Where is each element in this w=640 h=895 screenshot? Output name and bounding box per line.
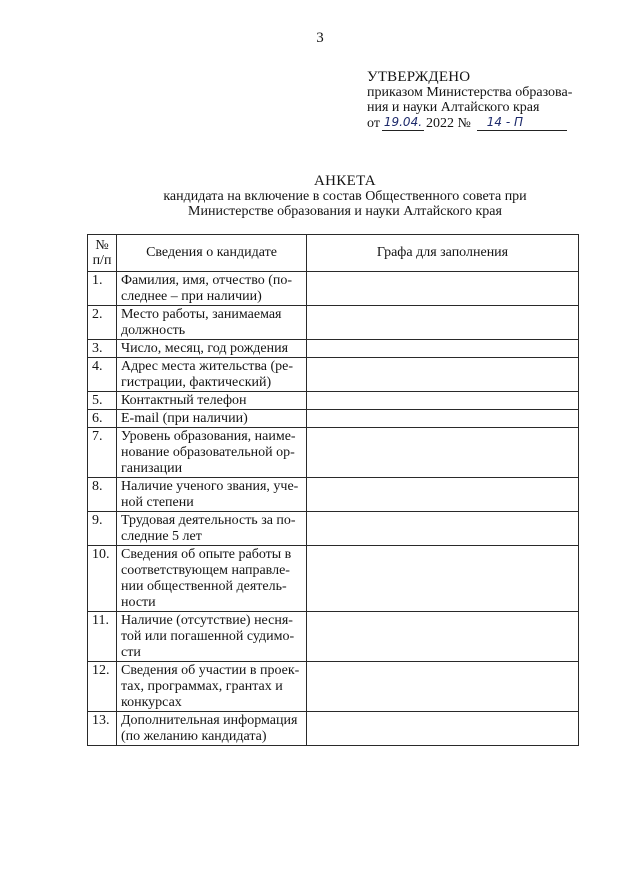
table-row (88, 428, 579, 478)
row-number: 8. (88, 478, 117, 512)
row-label: Сведения об участии в проек- тах, программах, грантах и конкурсах (117, 662, 307, 712)
table-header-row (88, 235, 579, 272)
table-row (88, 546, 579, 612)
row-fill-cell[interactable] (307, 512, 579, 546)
row-fill-cell[interactable] (307, 662, 579, 712)
table-row (88, 612, 579, 662)
table-row (88, 340, 579, 358)
row-label: Сведения об опыте работы в соответствующем направле- нии общественной деятель- ности (117, 546, 307, 612)
row-fill-cell[interactable] (307, 392, 579, 410)
approval-heading: УТВЕРЖДЕНО (367, 69, 471, 85)
document-subtitle-line-1: кандидата на включение в состав Общественного совета при (163, 189, 527, 204)
row-label: Уровень образования, наиме- нование образовательной ор- ганизации (117, 428, 307, 478)
handwritten-date: 19.04. (383, 115, 423, 129)
table-row (88, 272, 579, 306)
table-body (88, 272, 579, 746)
table-row (88, 712, 579, 746)
row-label: Контактный телефон (117, 392, 307, 410)
table-row (88, 410, 579, 428)
table-row (88, 478, 579, 512)
table-row (88, 306, 579, 340)
header-number-label: п/п (92, 253, 112, 268)
date-prefix: от (367, 116, 380, 131)
row-fill-cell[interactable] (307, 612, 579, 662)
row-number: 7. (88, 428, 117, 478)
row-number: 13. (88, 712, 117, 746)
row-label: Наличие ученого звания, уче- ной степени (117, 478, 307, 512)
table-row (88, 358, 579, 392)
row-number: 9. (88, 512, 117, 546)
row-number: 6. (88, 410, 117, 428)
document-subtitle-line-2: Министерстве образования и науки Алтайского края (188, 204, 502, 219)
approval-line-1: приказом Министерства образова- (367, 85, 573, 100)
approval-line-2: ния и науки Алтайского края (367, 100, 540, 115)
row-number: 5. (88, 392, 117, 410)
row-fill-cell[interactable] (307, 712, 579, 746)
row-fill-cell[interactable] (307, 340, 579, 358)
row-label: Дополнительная информация (по желанию кандидата) (117, 712, 307, 746)
row-number: 11. (88, 612, 117, 662)
approval-order-line (367, 115, 635, 131)
row-number: 1. (88, 272, 117, 306)
document-title-block (90, 174, 600, 219)
row-fill-cell[interactable] (307, 478, 579, 512)
order-year: 2022 № (425, 116, 471, 131)
table-row (88, 392, 579, 410)
page-number: 3 (316, 30, 324, 46)
row-fill-cell[interactable] (307, 410, 579, 428)
header-fill-column: Графа для заполнения (307, 235, 579, 272)
header-number-sign: № (95, 238, 109, 253)
table-row (88, 512, 579, 546)
header-number (88, 235, 117, 272)
row-label: Адрес места жительства (ре- гистрации, фактический) (117, 358, 307, 392)
row-label: Число, месяц, год рождения (117, 340, 307, 358)
document-title: АНКЕТА (314, 173, 376, 189)
row-number: 4. (88, 358, 117, 392)
row-label: Фамилия, имя, отчество (по- следнее – при наличии) (117, 272, 307, 306)
header-candidate-info: Сведения о кандидате (117, 235, 307, 272)
row-label: Трудовая деятельность за по- следние 5 лет (117, 512, 307, 546)
row-number: 10. (88, 546, 117, 612)
row-number: 2. (88, 306, 117, 340)
row-fill-cell[interactable] (307, 546, 579, 612)
row-label: Место работы, занимаемая должность (117, 306, 307, 340)
table-row (88, 662, 579, 712)
row-fill-cell[interactable] (307, 358, 579, 392)
row-label: E-mail (при наличии) (117, 410, 307, 428)
approval-stamp (367, 70, 635, 131)
handwritten-order-number: 14 - П (477, 115, 567, 131)
row-fill-cell[interactable] (307, 306, 579, 340)
questionnaire-table (87, 234, 579, 746)
row-fill-cell[interactable] (307, 428, 579, 478)
row-label: Наличие (отсутствие) несня- той или погашенной судимо- сти (117, 612, 307, 662)
row-number: 3. (88, 340, 117, 358)
row-number: 12. (88, 662, 117, 712)
row-fill-cell[interactable] (307, 272, 579, 306)
